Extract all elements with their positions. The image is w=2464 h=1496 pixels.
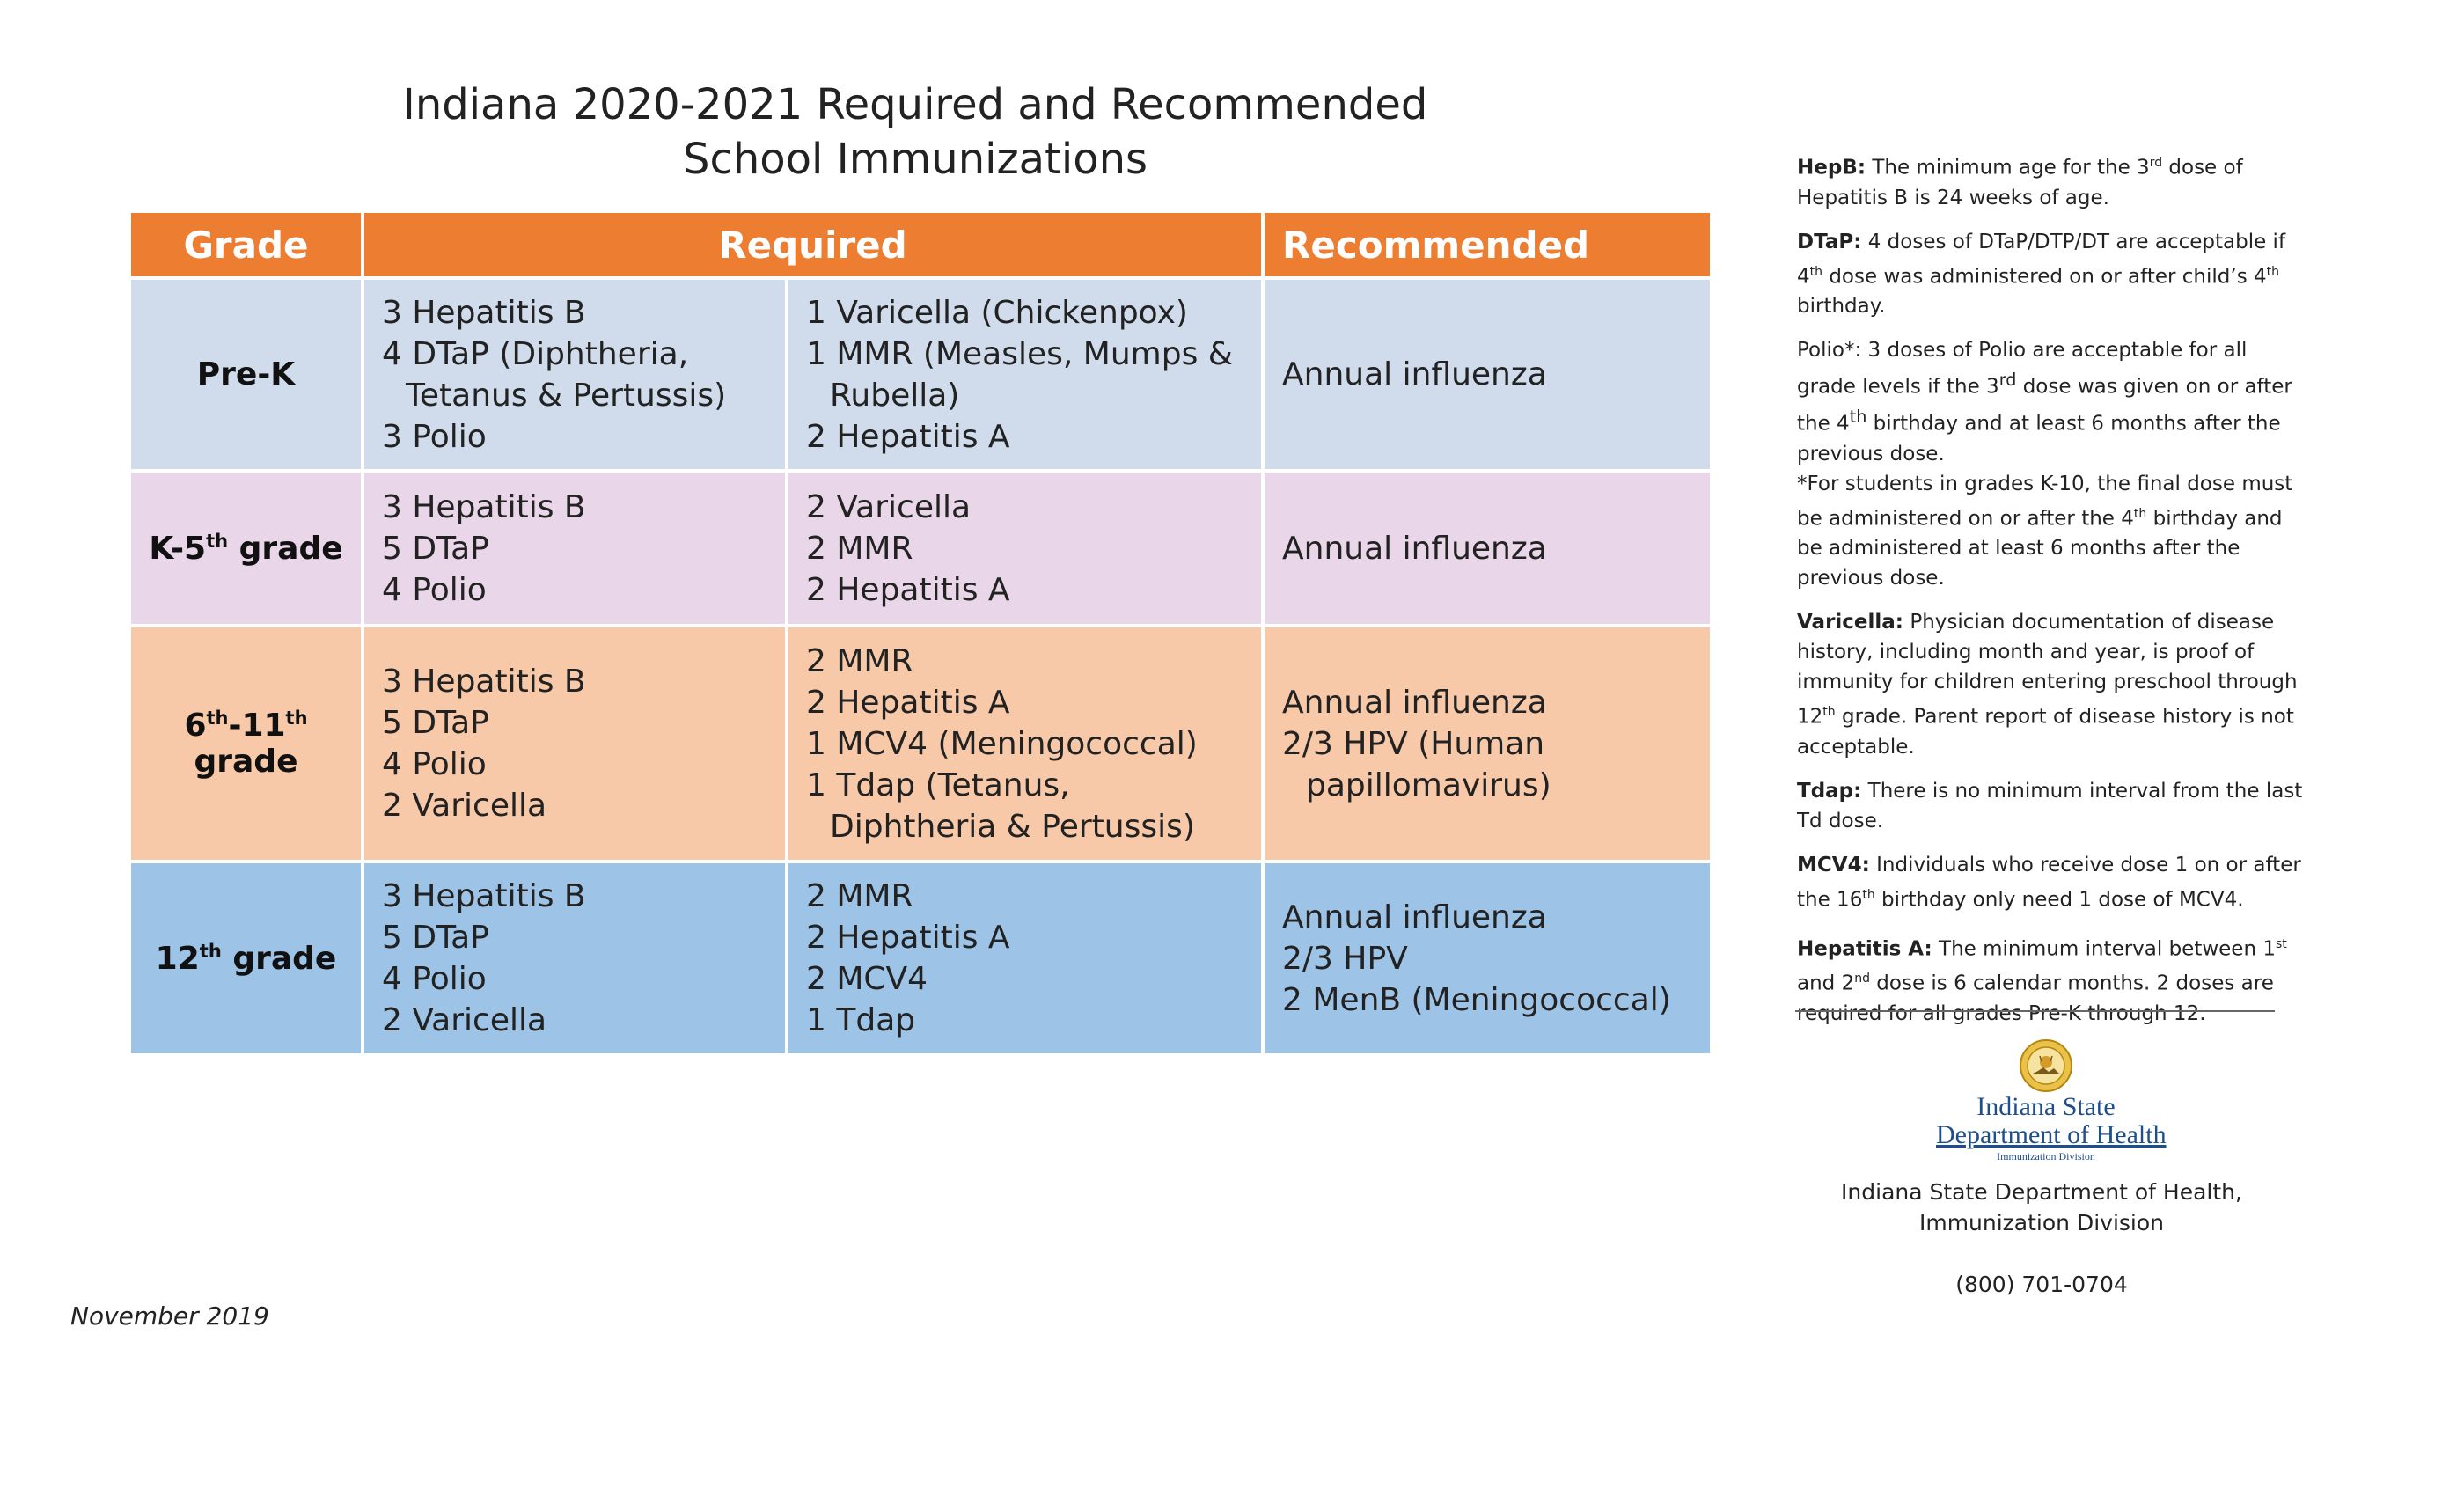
list-item: 3 Polio — [382, 418, 487, 455]
list-item: 2 Varicella — [382, 788, 547, 824]
list-item: 1 Tdap (Tetanus, Diphtheria & Pertussis) — [806, 766, 1195, 845]
recommended-cell — [1263, 626, 1712, 862]
logo-line-2: Department of Health — [1936, 1120, 2167, 1149]
note-hepatitis-a: Hepatitis A: The minimum interval between 1st and 2nd dose is 6 calendar months. 2 doses are required for all grades Pre-K through 12. — [1797, 936, 2287, 1025]
header-grade: Grade — [129, 211, 363, 278]
list-item: 2 MMR — [806, 642, 913, 679]
list-item: Annual influenza — [1282, 356, 1547, 392]
list-item: 2 MenB (Meningococcal) — [1282, 981, 1671, 1018]
note-varicella: Varicella: Physician documentation of disease history, including month and year, is proof of immunity for children entering preschool through 12th grade. Parent report of disease history is not acceptable. — [1797, 611, 2298, 759]
logo-line-3: Immunization Division — [1997, 1150, 2095, 1162]
list-item: 4 Polio — [382, 961, 487, 997]
grade-label: 12th grade — [155, 940, 337, 977]
required-right-cell — [787, 278, 1263, 471]
list-item: 2 MMR — [806, 530, 913, 567]
grade-label: Pre-K — [196, 356, 296, 392]
list-item: Annual influenza — [1282, 898, 1547, 935]
recommended-cell — [1263, 862, 1712, 1055]
note-hepb: HepB: The minimum age for the 3rd dose of Hepatitis B is 24 weeks of age. — [1797, 156, 2243, 209]
header-recommended: Recommended — [1263, 211, 1712, 278]
org-line-2: Immunization Division — [1918, 1210, 2165, 1236]
list-item: 2 Varicella — [382, 1002, 547, 1038]
list-item: Annual influenza — [1282, 530, 1547, 567]
immunization-table — [128, 209, 1713, 1057]
note-tdap: Tdap: There is no minimum interval from the last Td dose. — [1797, 779, 2303, 832]
list-item: 5 DTaP — [382, 530, 489, 567]
list-item: 1 MCV4 (Meningococcal) — [806, 725, 1198, 762]
list-item: 2 Hepatitis A — [806, 684, 1010, 721]
note-polio: Polio*: 3 doses of Polio are acceptable for all grade levels if the 3rd dose was given on or after the 4th birthday and at least 6 months after the previous dose. — [1797, 339, 2292, 466]
list-item: 5 DTaP — [382, 920, 489, 956]
title-line-1: Indiana 2020-2021 Required and Recommended — [402, 80, 1428, 129]
list-item: 4 Polio — [382, 571, 487, 608]
grade-cell — [129, 862, 363, 1055]
note-mcv4: MCV4: Individuals who receive dose 1 on or after the 16th birthday only need 1 dose of MCV4. — [1797, 853, 2301, 912]
list-item: 2 Hepatitis A — [806, 571, 1010, 608]
required-right-cell — [787, 626, 1263, 862]
grade-cell — [129, 278, 363, 471]
list-item: 2 Varicella — [806, 488, 972, 525]
required-left-cell — [363, 862, 787, 1055]
required-right-cell — [787, 471, 1263, 626]
title-line-2: School Immunizations — [682, 135, 1148, 184]
state-seal-icon — [2019, 1038, 2073, 1093]
grade-cell — [129, 626, 363, 862]
list-item: 4 Polio — [382, 746, 487, 782]
list-item: Annual influenza — [1282, 684, 1547, 721]
list-item: 2 MCV4 — [806, 961, 928, 997]
table-header-row — [129, 211, 1712, 278]
footnotes — [1797, 148, 2306, 1043]
list-item: 2 MMR — [806, 878, 913, 914]
contact-footer — [1830, 1177, 2253, 1300]
document-date: November 2019 — [70, 1302, 269, 1331]
grade-label: K-5th grade — [149, 530, 343, 567]
list-item: 3 Hepatitis B — [382, 878, 586, 914]
list-item: 4 DTaP (Diphtheria, Tetanus & Pertussis) — [382, 335, 727, 414]
table-row — [129, 626, 1712, 862]
recommended-cell — [1263, 471, 1712, 626]
list-item: 2/3 HPV (Human papillomavirus) — [1282, 725, 1551, 803]
list-item: 3 Hepatitis B — [382, 294, 586, 331]
list-item: 1 Varicella (Chickenpox) — [806, 294, 1188, 331]
list-item: 3 Hepatitis B — [382, 664, 586, 700]
table-row — [129, 471, 1712, 626]
divider — [1795, 1010, 2275, 1012]
list-item: 1 Tdap — [806, 1002, 916, 1038]
org-line-1: Indiana State Department of Health, — [1841, 1179, 2242, 1205]
logo-line-1: Indiana State — [1976, 1092, 2116, 1121]
note-dtap: DTaP: 4 doses of DTaP/DTP/DT are acceptable if 4th dose was administered on or after child’s 4th birthday. — [1797, 230, 2286, 319]
list-item: 2/3 HPV — [1282, 940, 1408, 977]
required-left-cell — [363, 278, 787, 471]
header-required: Required — [363, 211, 1263, 278]
note-polio-k10: *For students in grades K-10, the final dose must be administered on or after the 4th birthday and be administered at least 6 months after the previous dose. — [1797, 472, 2293, 590]
table-row — [129, 862, 1712, 1055]
table-row — [129, 278, 1712, 471]
required-left-cell — [363, 626, 787, 862]
list-item: 5 DTaP — [382, 705, 489, 741]
list-item: 2 Hepatitis A — [806, 920, 1010, 956]
recommended-cell — [1263, 278, 1712, 471]
required-right-cell — [787, 862, 1263, 1055]
list-item: 2 Hepatitis A — [806, 418, 1010, 455]
grade-label: 6th-11th grade — [184, 708, 308, 780]
phone-number: (800) 701-0704 — [1955, 1272, 2128, 1297]
grade-cell — [129, 471, 363, 626]
list-item: 3 Hepatitis B — [382, 488, 586, 525]
list-item: 1 MMR (Measles, Mumps & Rubella) — [806, 335, 1233, 414]
page-title — [128, 77, 1703, 187]
required-left-cell — [363, 471, 787, 626]
isdh-logo — [1936, 1038, 2167, 1170]
